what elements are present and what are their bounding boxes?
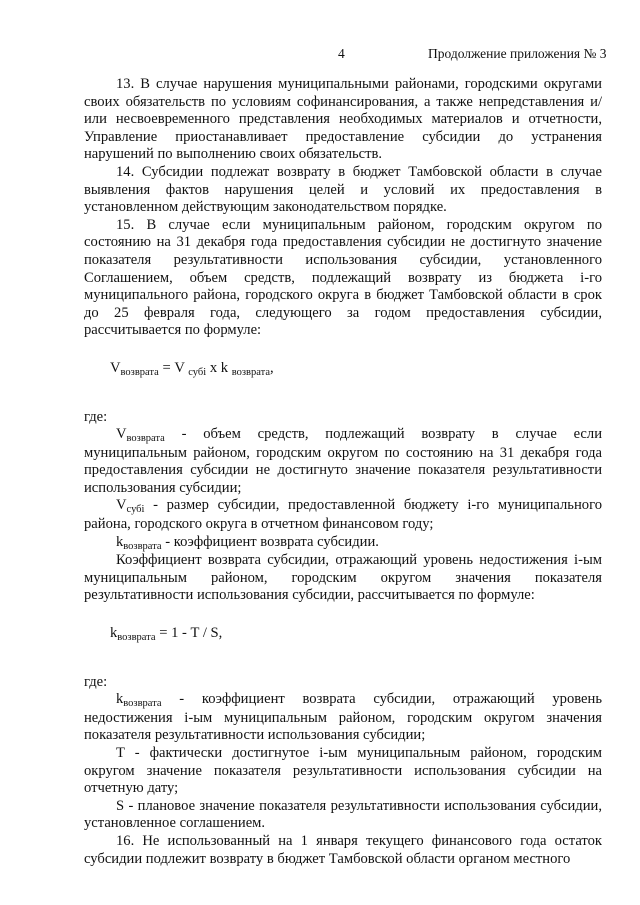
def2-k-sub: возврата	[123, 698, 162, 710]
formula-return-coefficient	[110, 625, 602, 644]
definition-t: T - фактически достигнутое i-ым муниципальным районом, городским округом значение показателя результативности использования субсидии на отчетную дату;	[84, 745, 602, 797]
coefficient-intro: Коэффициент возврата субсидии, отражающий уровень недостижения i-ым муниципальным районом, городским округом значения показателя результативности использования субсидии, рассчитывается по формуле:	[84, 552, 602, 604]
formula1-eq: = V	[158, 359, 189, 376]
def-v-subi-sub: субi	[126, 504, 145, 516]
def-k-return-sym: k	[116, 533, 124, 550]
definition-v-subi	[84, 497, 602, 533]
where-label-2: где:	[84, 673, 108, 690]
formula2-sub-return: возврата	[117, 632, 156, 644]
formula-return-volume	[110, 360, 602, 379]
def-v-subi-sym: V	[116, 497, 127, 514]
paragraph-15: 15. В случае если муниципальным районом, городским округом по состоянию на 31 декабря года предоставления субсидии не достигнуто значение показателя результативности использования субсидии, установленного Соглашением, объем средств, подлежащий возврату из бюджета i-го муниципального района, городского округа в бюджет Тамбовской области в срок до 25 февраля года, следующего за годом предоставления субсидии, рассчитывается по формуле:	[84, 216, 602, 339]
formula1-sub-return2: возврата	[231, 366, 270, 378]
document-body	[84, 76, 602, 868]
def-v-return-text: - объем средств, подлежащий возврату в случае если муниципальным районом, городским округом по состоянию на 31 декабря года предоставления субсидии не достигнуто значение показателя результативности использования субсидии;	[84, 426, 602, 496]
definition-k-return	[84, 534, 602, 553]
appendix-continuation-label: Продолжение приложения № 3	[428, 46, 607, 61]
def-k-return-sub: возврата	[123, 540, 162, 552]
definition-v-return	[84, 426, 602, 497]
formula2-k: k	[110, 625, 118, 642]
formula1-sub-subi: субi	[188, 366, 207, 378]
def-v-subi-text: - размер субсидии, предоставленной бюджету i-го муниципального района, городского округа в отчетном финансовом году;	[84, 497, 602, 533]
def-v-return-sub: возврата	[126, 433, 165, 445]
formula1-x: x k	[206, 359, 232, 376]
formula2-rhs: = 1 - T / S,	[155, 625, 223, 642]
def2-k-sym: k	[116, 691, 124, 708]
paragraph-14: 14. Субсидии подлежат возврату в бюджет Тамбовской области в случае выявления фактов нарушения целей и условий их предоставления в установленном действующим законодательством порядке.	[84, 163, 602, 216]
formula1-end: ,	[269, 359, 274, 376]
def2-k-text: - коэффициент возврата субсидии, отражающий уровень недостижения i-ым муниципальным районом, городским округом значения показателя результативности использования субсидии;	[84, 691, 602, 744]
page-number: 4	[338, 46, 345, 61]
where-label-1: где:	[84, 408, 108, 425]
formula1-v: V	[110, 359, 121, 376]
def-k-return-text: - коэффициент возврата субсидии.	[161, 533, 379, 550]
paragraph-13: 13. В случае нарушения муниципальными районами, городскими округами своих обязательств по условиям софинансирования, а также непредставления и/или несвоевременного представления необходимых материалов и отчетности, Управление приостанавливает предоставление субсидии до устранения нарушений по выполнению своих обязательств.	[84, 76, 602, 163]
def-v-return-sym: V	[116, 426, 127, 443]
paragraph-16: 16. Не использованный на 1 января текущего финансового года остаток субсидии подлежит возврату в бюджет Тамбовской области органом местного	[84, 832, 602, 867]
definition-k-coefficient	[84, 691, 602, 745]
definition-s: S - плановое значение показателя результативности использования субсидии, установленное соглашением.	[84, 797, 602, 832]
formula1-sub-return: возврата	[120, 366, 159, 378]
